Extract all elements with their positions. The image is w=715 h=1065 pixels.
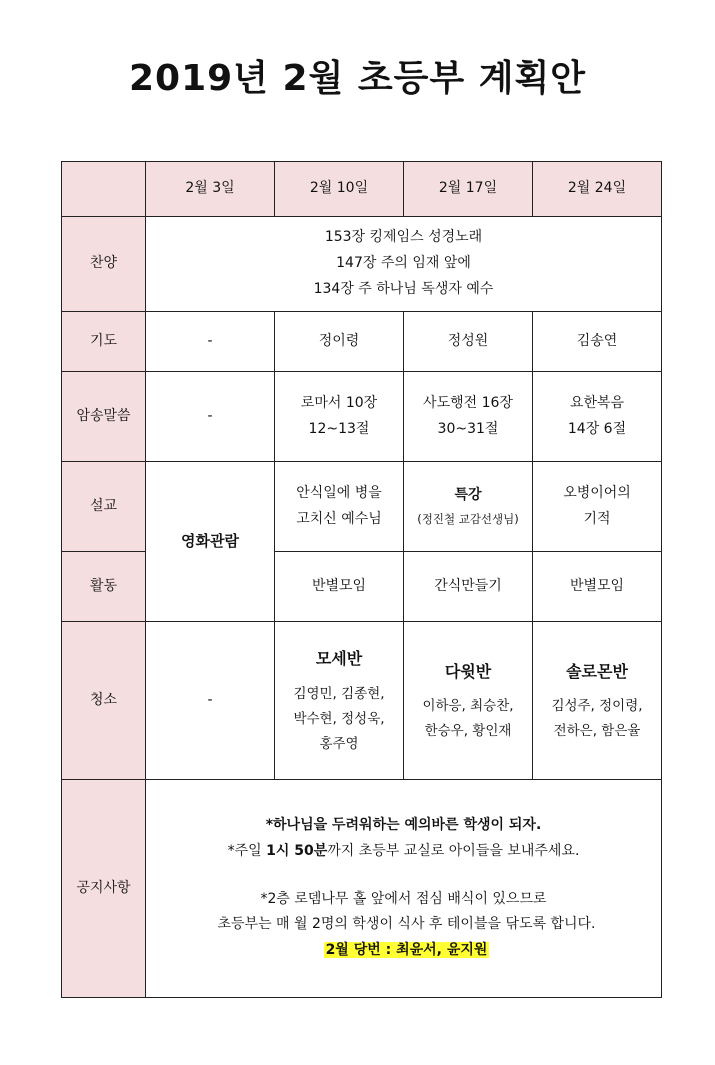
sermon-cell-3-title: 특강 <box>454 486 482 503</box>
notice-content <box>146 780 662 998</box>
activity-cell-3: 간식만들기 <box>404 552 533 622</box>
header-row <box>62 162 662 217</box>
header-date-2: 2월 10일 <box>275 162 404 217</box>
team-name: 모세반 <box>315 649 363 669</box>
activity-cell-2: 반별모임 <box>275 552 404 622</box>
cleaning-cell-4 <box>533 622 662 780</box>
notice-row <box>62 780 662 998</box>
memory-cell-4-verse: 14장 6절 <box>567 420 627 437</box>
memory-cell-2-book: 로마서 10장 <box>300 394 378 411</box>
notice-line-2 <box>150 839 657 865</box>
sermon-cell-3 <box>404 462 533 552</box>
notice-line-4: 초등부는 매 월 2명의 학생이 식사 후 테이블을 닦도록 합니다. <box>217 916 596 933</box>
sermon-label: 설교 <box>62 462 146 552</box>
prayer-label: 기도 <box>62 312 146 372</box>
memory-cell-3-book: 사도행전 16장 <box>423 394 513 411</box>
prayer-cell-3: 정성원 <box>404 312 533 372</box>
praise-label: 찬양 <box>62 217 146 312</box>
activity-label: 활동 <box>62 552 146 622</box>
sermon-cell-4-line1: 오병이어의 <box>563 484 631 501</box>
notice-duty-row <box>150 938 657 964</box>
praise-song-3: 134장 주 하나님 독생자 예수 <box>313 280 494 297</box>
activity-cell-4: 반별모임 <box>533 552 662 622</box>
movie-cell: 영화관람 <box>146 462 275 622</box>
prayer-row <box>62 312 662 372</box>
team-name: 솔로몬반 <box>566 661 628 681</box>
team-member-line: 전하은, 함은율 <box>553 723 641 740</box>
memory-cell-4 <box>533 372 662 462</box>
praise-song-1: 153장 킹제임스 성경노래 <box>324 229 483 246</box>
sermon-row <box>62 462 662 552</box>
notice-time: 1시 50분 <box>266 842 328 859</box>
memory-cell-3-verse: 30~31절 <box>437 420 499 437</box>
notice-label: 공지사항 <box>62 780 146 998</box>
sermon-cell-4 <box>533 462 662 552</box>
notice-line-1: *하나님을 두려워하는 예의바른 학생이 되자. <box>265 816 542 833</box>
team-member-line: 김영민, 김종현, <box>293 685 385 702</box>
notice-line-2-pre: *주일 <box>227 842 267 859</box>
header-date-4: 2월 24일 <box>533 162 662 217</box>
team-member-line: 홍주영 <box>319 735 359 752</box>
praise-songs <box>146 217 662 312</box>
sermon-cell-2 <box>275 462 404 552</box>
memory-cell-4-book: 요한복음 <box>569 394 625 411</box>
notice-spacer <box>150 865 657 887</box>
cleaning-cell-1: - <box>146 622 275 780</box>
memory-cell-3 <box>404 372 533 462</box>
cleaning-row <box>62 622 662 780</box>
memory-label: 암송말씀 <box>62 372 146 462</box>
memory-cell-2 <box>275 372 404 462</box>
header-date-3: 2월 17일 <box>404 162 533 217</box>
praise-song-2: 147장 주의 임재 앞에 <box>336 255 471 272</box>
memory-cell-1: - <box>146 372 275 462</box>
sermon-cell-2-line2: 고치신 예수님 <box>296 510 382 527</box>
notice-line-2-post: 까지 초등부 교실로 아이들을 보내주세요. <box>327 842 580 859</box>
sermon-cell-4-line2: 기적 <box>583 510 611 527</box>
sermon-cell-3-speaker: (정진철 교감선생님) <box>417 511 519 526</box>
prayer-cell-2: 정이령 <box>275 312 404 372</box>
header-corner <box>62 162 146 217</box>
team-member-line: 이하응, 최승찬, <box>422 698 514 715</box>
team-members <box>279 682 399 757</box>
memory-row <box>62 372 662 462</box>
cleaning-cell-2 <box>275 622 404 780</box>
team-member-line: 한승우, 황인재 <box>424 723 512 740</box>
notice-line-3: *2층 로뎀나무 홀 앞에서 점심 배식이 있으므로 <box>260 890 547 907</box>
header-date-1: 2월 3일 <box>146 162 275 217</box>
team-members <box>537 694 657 744</box>
page-title: 2019년 2월 초등부 계획안 <box>128 58 587 99</box>
memory-cell-2-verse: 12~13절 <box>308 420 370 437</box>
cleaning-label: 청소 <box>62 622 146 780</box>
sermon-cell-2-line1: 안식일에 병을 <box>296 484 382 501</box>
plan-table <box>61 161 662 998</box>
praise-row <box>62 217 662 312</box>
cleaning-cell-3 <box>404 622 533 780</box>
prayer-cell-1: - <box>146 312 275 372</box>
team-member-line: 박수현, 정성욱, <box>293 710 385 727</box>
prayer-cell-4: 김송연 <box>533 312 662 372</box>
team-members <box>408 694 528 744</box>
duty-highlight: 2월 당번 : 최윤서, 윤지원 <box>325 942 488 959</box>
team-name: 다윗반 <box>444 661 492 681</box>
team-member-line: 김성주, 정이령, <box>551 698 643 715</box>
